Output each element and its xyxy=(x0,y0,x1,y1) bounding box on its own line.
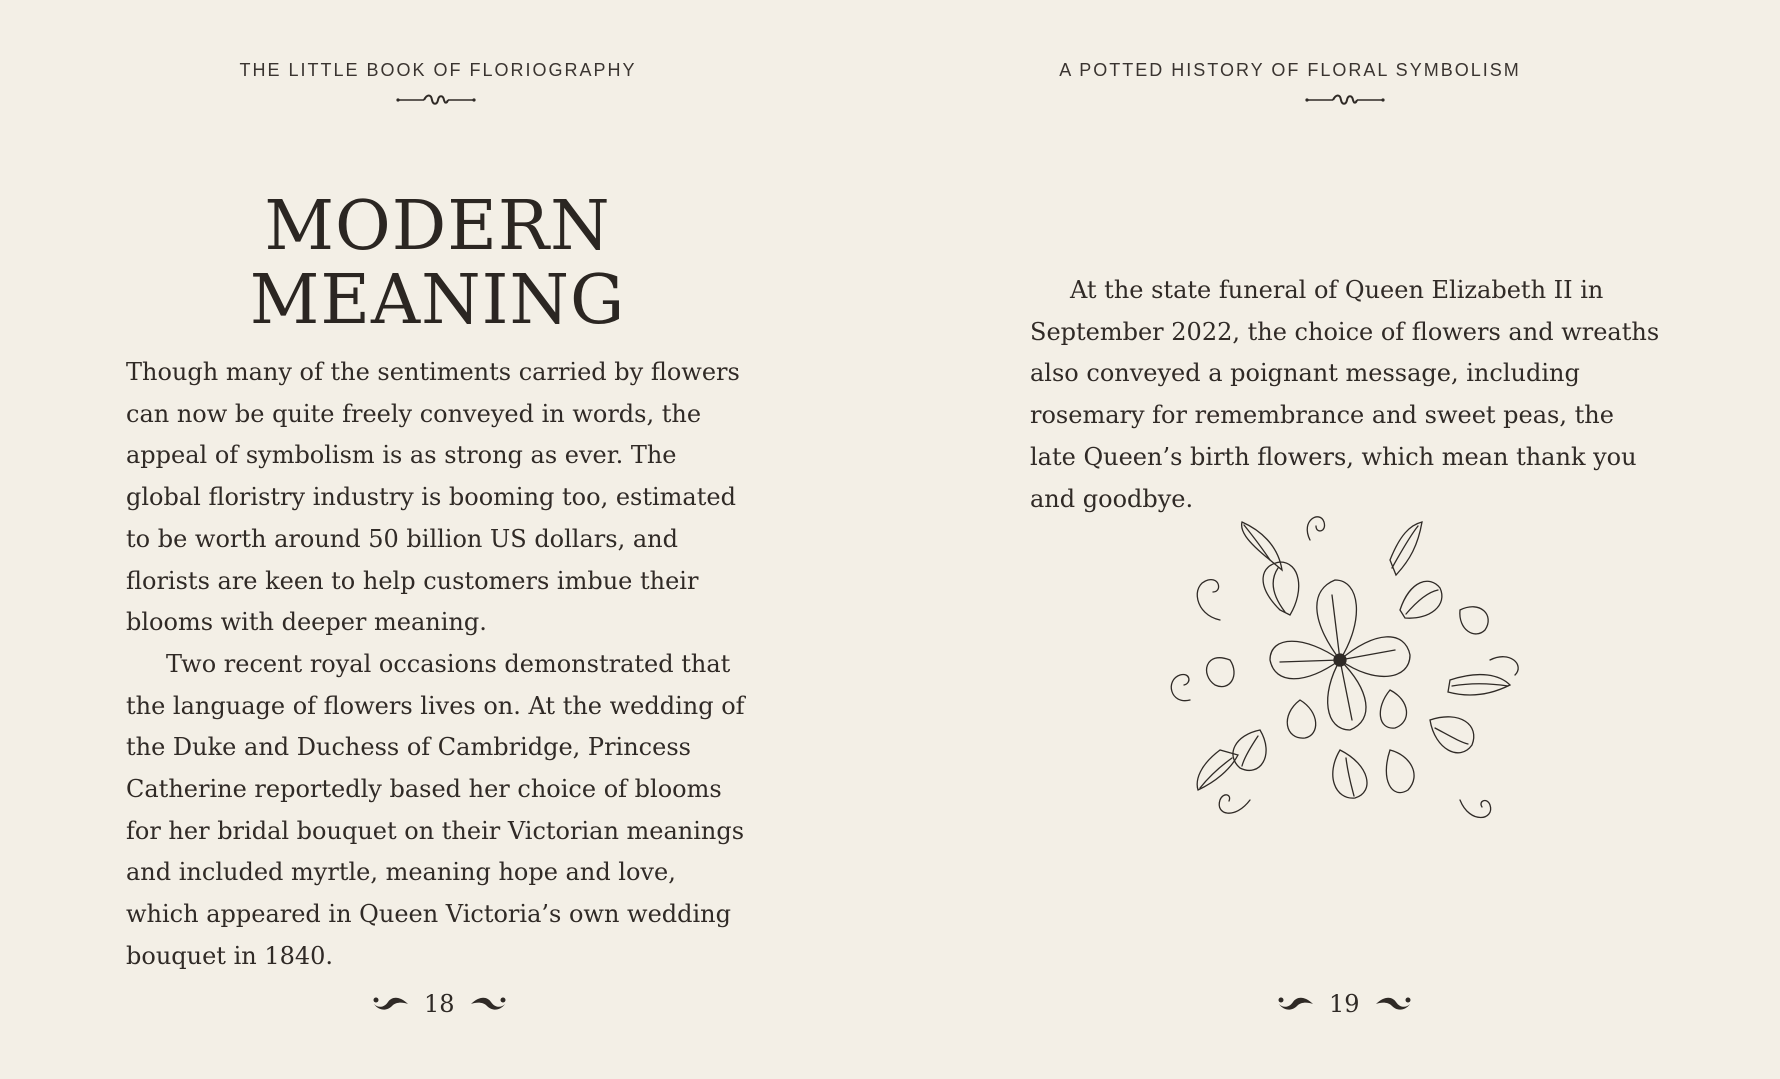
chapter-title xyxy=(125,187,750,340)
left-body-text xyxy=(126,352,756,978)
paragraph: Though many of the sentiments carried by flowers can now be quite freely conveyed in words, the appeal of symbolism is as strong as ever. The global floristry industry is booming too, estimated to be worth around 50 billion US dollars, and florists are keen to help customers imbue their blooms with deeper meaning. xyxy=(126,358,740,637)
right-body-text xyxy=(1030,270,1660,520)
page-number-left xyxy=(370,990,509,1018)
page-number: 18 xyxy=(424,990,455,1018)
chapter-title-line-2: MEANING xyxy=(249,261,626,340)
running-head-right: A POTTED HISTORY OF FLORAL SYMBOLISM xyxy=(1059,60,1521,80)
paragraph: Two recent royal occasions demonstrated that the language of flowers lives on. At the wedding of the Duke and Duchess of Cambridge, Princess Catherine reportedly based her choice of blooms for her bridal bouquet on their Victorian meanings and included myrtle, meaning hope and love, which appeared in Queen Victoria’s own wedding bouquet in 1840. xyxy=(126,649,745,970)
chapter-title-line-1: MODERN xyxy=(264,187,611,266)
page-number-right xyxy=(1275,990,1414,1018)
fleuron-icon xyxy=(469,992,509,1016)
page-number: 19 xyxy=(1329,990,1360,1018)
fleuron-icon xyxy=(1374,992,1414,1016)
fleuron-icon xyxy=(1275,992,1315,1016)
right-page xyxy=(890,0,1780,1079)
paragraph: At the state funeral of Queen Elizabeth II in September 2022, the choice of flowers and wreaths also conveyed a poignant message, including rosemary for remembrance and sweet peas, the late Queen’s birth flowers, which mean thank you and goodbye. xyxy=(1030,276,1660,513)
scroll-flourish-icon xyxy=(1305,92,1385,106)
fleuron-icon xyxy=(370,992,410,1016)
sweet-pea-bouquet-illustration xyxy=(1160,500,1540,840)
running-head-left: THE LITTLE BOOK OF FLORIOGRAPHY xyxy=(239,60,637,80)
scroll-flourish-icon xyxy=(396,92,476,106)
